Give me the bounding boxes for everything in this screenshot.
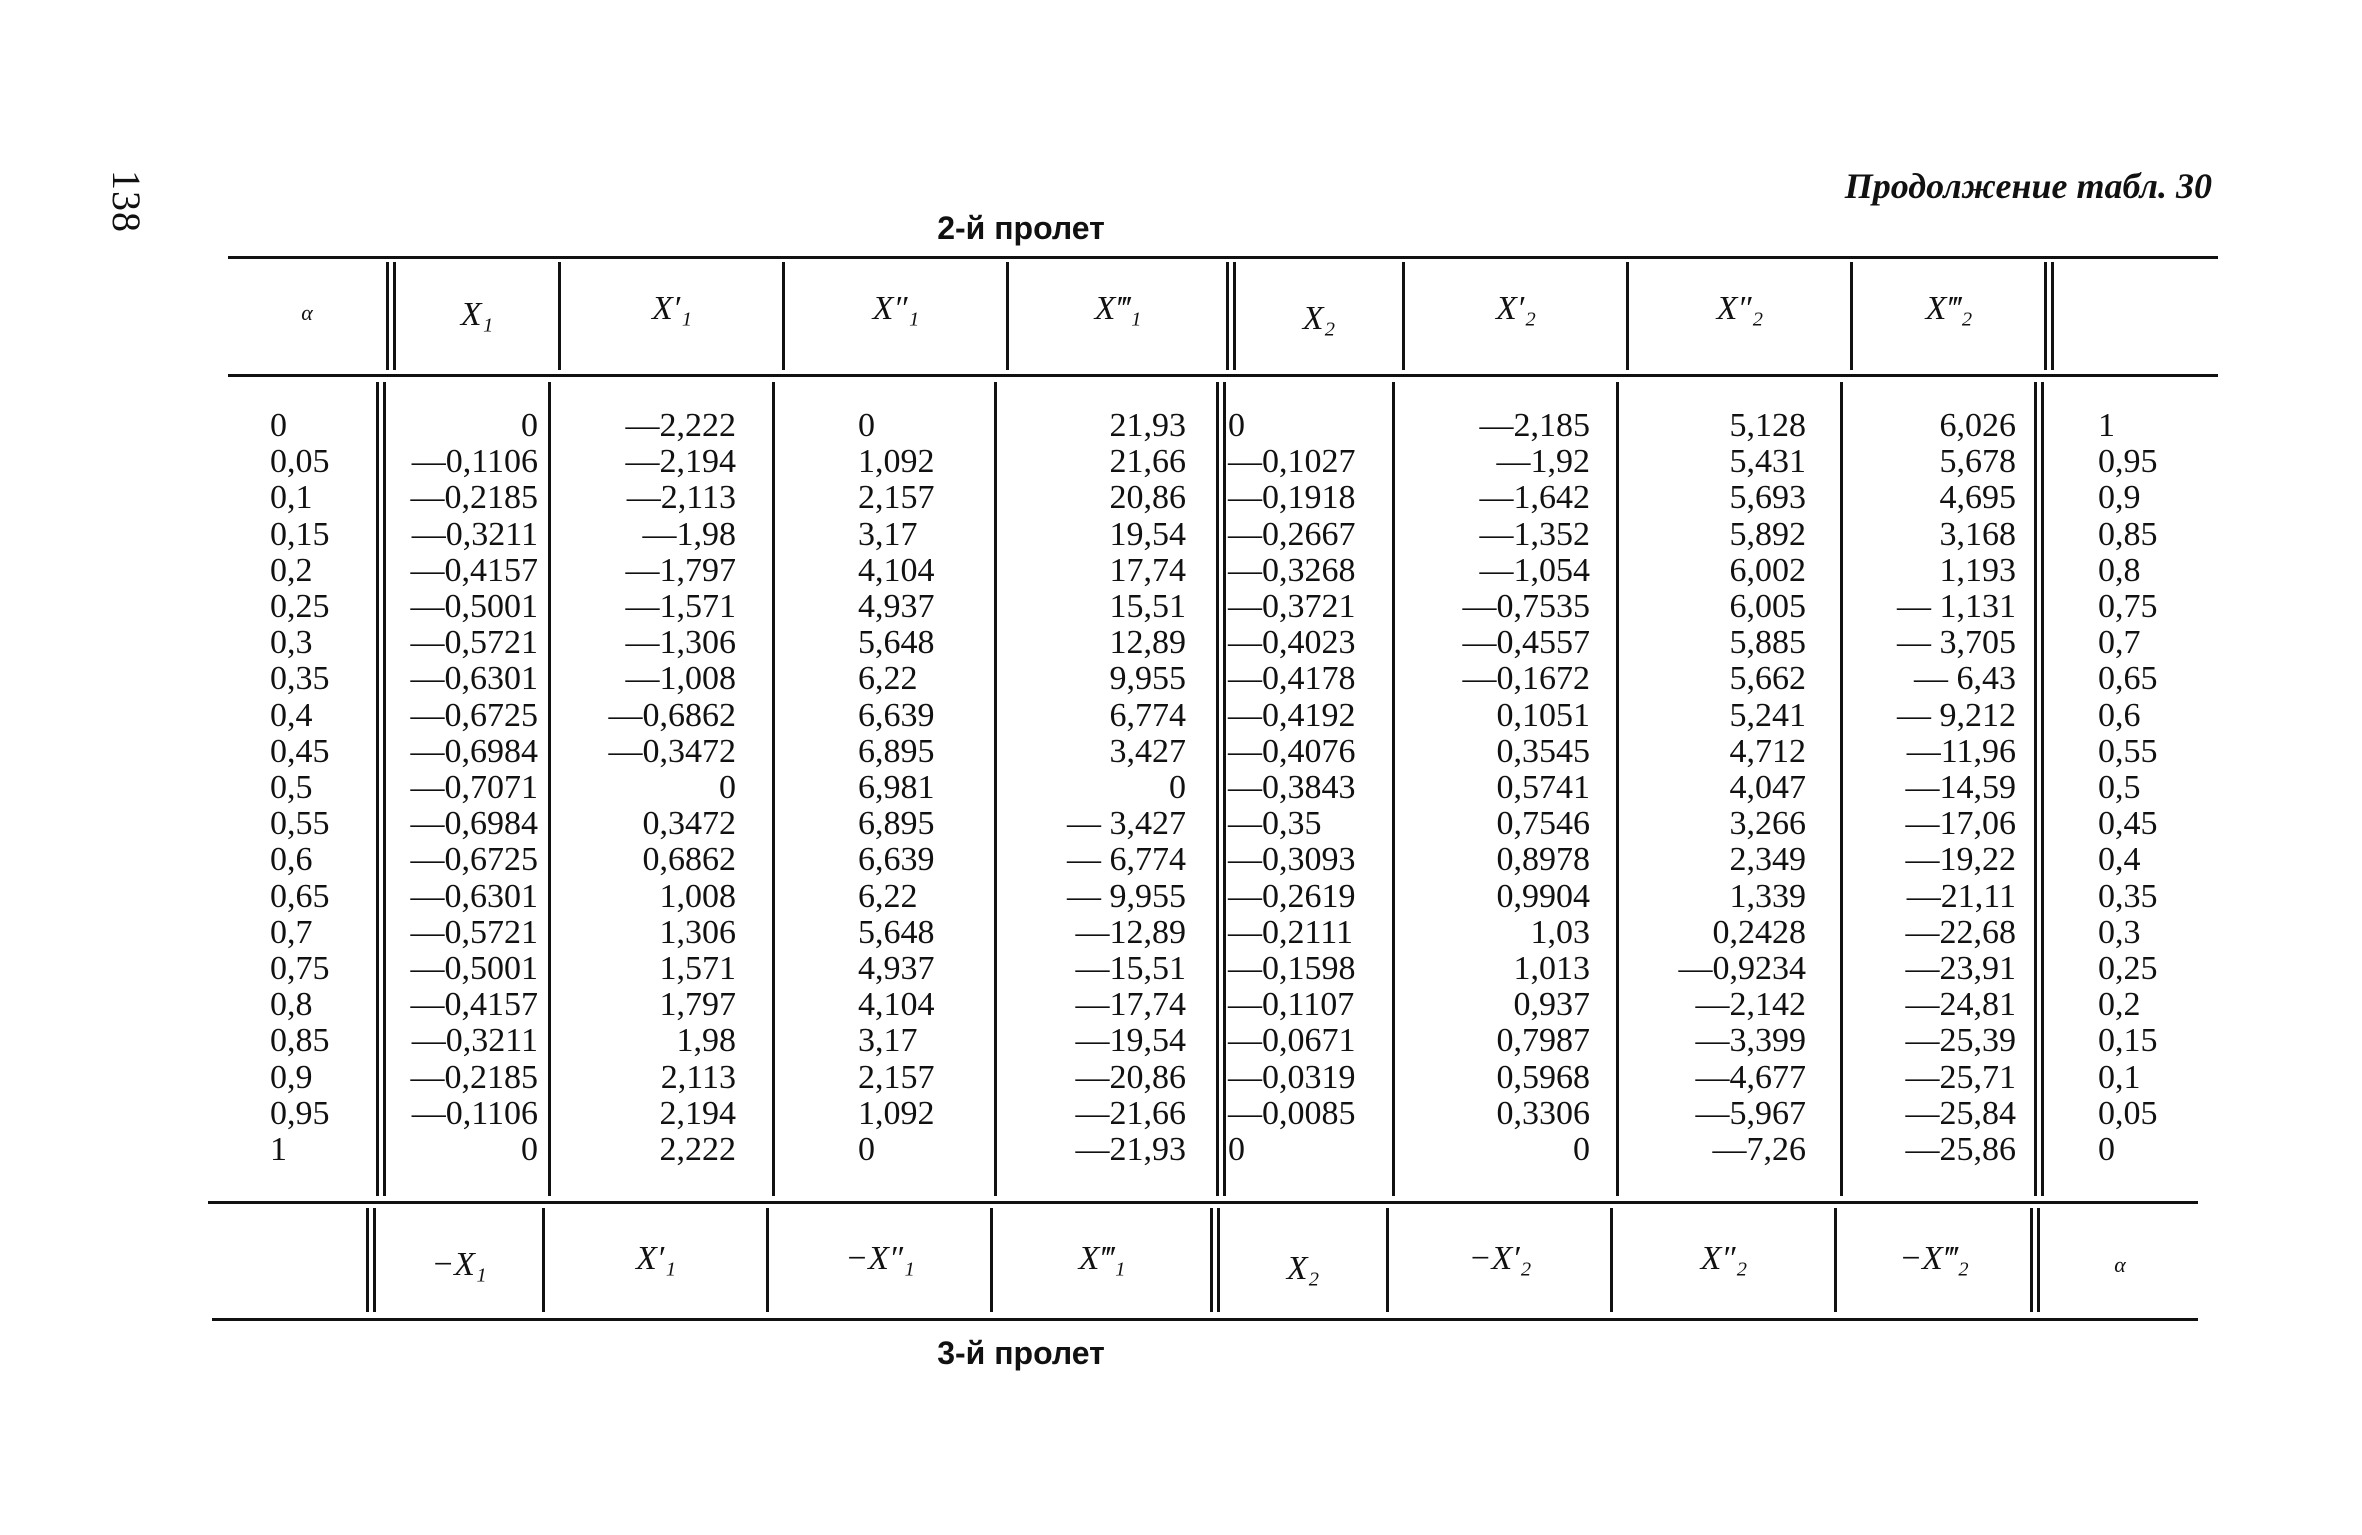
- table-cell: —0,4157: [410, 986, 538, 1024]
- header-x2-triple-prime: X‴₂: [1925, 290, 1973, 327]
- table-cell: —0,6301: [410, 877, 538, 915]
- table-cell: —0,4178: [1228, 660, 1356, 698]
- column-x1-double-prime: [858, 408, 935, 1168]
- table-cell: 1: [2098, 407, 2115, 444]
- table-cell: 0,55: [270, 805, 330, 843]
- table-cell: 5,892: [1729, 515, 1806, 553]
- body-divider: [376, 382, 379, 1196]
- table-cell: —1,98: [642, 515, 736, 553]
- table-cell: 15,51: [1109, 588, 1186, 626]
- table-cell: — 3,705: [1897, 624, 2016, 662]
- table-cell: 0,2428: [1712, 913, 1806, 951]
- table-cell: 0,5741: [1496, 769, 1590, 807]
- table-cell: 0,8978: [1496, 841, 1590, 879]
- body-bottom-rule: [208, 1201, 2198, 1204]
- table-cell: 0,8: [270, 986, 313, 1024]
- table-cell: —21,66: [1075, 1094, 1186, 1132]
- table-cell: —1,008: [625, 660, 736, 698]
- table-cell: —0,2667: [1228, 515, 1356, 553]
- table-cell: —0,2111: [1228, 913, 1353, 951]
- table-cell: —0,2185: [410, 1058, 538, 1096]
- table-cell: 0,4: [270, 696, 313, 734]
- table-cell: 1,013: [1513, 950, 1590, 988]
- table-cell: 0,7546: [1496, 805, 1590, 843]
- table-cell: 0,2: [2098, 986, 2141, 1024]
- table-cell: 0,25: [270, 588, 330, 626]
- table-cell: —23,91: [1905, 950, 2016, 988]
- top-span-title: 2-й пролет: [937, 210, 1105, 246]
- table-cell: 6,895: [858, 732, 935, 770]
- table-cell: 1: [270, 1131, 287, 1169]
- table-cell: —0,1918: [1228, 479, 1356, 517]
- table-cell: —0,3472: [608, 732, 736, 770]
- header-x1: X₁: [460, 296, 494, 333]
- header-x2-prime: X′₂: [1495, 290, 1537, 327]
- table-cell: —3,399: [1695, 1022, 1806, 1060]
- table-cell: —2,222: [625, 407, 736, 444]
- table-cell: 0,937: [1513, 986, 1590, 1024]
- footer-bottom-rule: [212, 1318, 2198, 1321]
- table-cell: 1,571: [659, 950, 736, 988]
- table-cell: 0,5: [270, 769, 313, 807]
- table-cell: 0,75: [2098, 588, 2158, 626]
- table-cell: 0,95: [2098, 443, 2158, 481]
- footer-header-x1: −X₁: [431, 1246, 487, 1283]
- body-divider: [1840, 382, 1843, 1196]
- body-divider: [1216, 382, 1219, 1196]
- table-cell: —4,677: [1695, 1058, 1806, 1096]
- table-cell: —14,59: [1905, 769, 2016, 807]
- table-cell: — 9,212: [1897, 696, 2016, 734]
- table-cell: 0,35: [270, 660, 330, 698]
- column-x1-prime: [560, 408, 736, 1168]
- table-cell: —0,5001: [410, 588, 538, 626]
- body-divider: [2034, 382, 2037, 1196]
- bottom-span-title: 3-й пролет: [937, 1335, 1105, 1371]
- table-cell: —20,86: [1075, 1058, 1186, 1096]
- footer-divider: [542, 1208, 545, 1312]
- footer-header-x1-double-prime: −X″₁: [845, 1240, 915, 1277]
- table-cell: 20,86: [1109, 479, 1186, 517]
- table-cell: 0: [270, 407, 287, 444]
- table-cell: 5,678: [1939, 443, 2016, 481]
- header-divider: [1226, 262, 1229, 370]
- table-cell: —0,3211: [411, 515, 538, 553]
- table-cell: —0,7535: [1462, 588, 1590, 626]
- table-cell: 4,047: [1729, 769, 1806, 807]
- table-cell: —25,39: [1905, 1022, 2016, 1060]
- header-bottom-rule: [228, 374, 2218, 377]
- column-x2-triple-prime: [1844, 408, 2016, 1168]
- column-x2: [1228, 408, 1356, 1168]
- table-cell: 1,03: [1530, 913, 1590, 951]
- table-cell: —22,68: [1905, 913, 2016, 951]
- table-cell: —0,3093: [1228, 841, 1356, 879]
- table-cell: 4,104: [858, 986, 935, 1024]
- table-cell: 1,797: [659, 986, 736, 1024]
- table-continuation-caption: Продолжение табл. 30: [1844, 166, 2212, 206]
- table-cell: 3,427: [1109, 732, 1186, 770]
- table-cell: 2,157: [858, 479, 935, 517]
- table-cell: 0: [521, 1131, 538, 1169]
- table-cell: 4,712: [1729, 732, 1806, 770]
- table-cell: 0: [719, 769, 736, 807]
- footer-divider: [1210, 1208, 1213, 1312]
- table-cell: —12,89: [1075, 913, 1186, 951]
- table-cell: 4,104: [858, 551, 935, 589]
- table-cell: 3,17: [858, 1022, 918, 1060]
- table-cell: —2,142: [1695, 986, 1806, 1024]
- table-cell: 6,002: [1729, 551, 1806, 589]
- table-cell: —0,4557: [1462, 624, 1590, 662]
- table-cell: 0: [1573, 1131, 1590, 1169]
- table-cell: 1,306: [659, 913, 736, 951]
- table-cell: 0: [858, 1131, 875, 1169]
- table-cell: 0,05: [2098, 1094, 2158, 1132]
- footer-header-x2-double-prime: X″₂: [1700, 1240, 1748, 1277]
- table-cell: 0,6: [270, 841, 313, 879]
- table-cell: —2,113: [626, 479, 736, 517]
- header-divider: [782, 262, 785, 370]
- header-x1-prime: X′₁: [651, 290, 693, 327]
- table-cell: 0,7: [270, 913, 313, 951]
- table-cell: 0,9: [270, 1058, 313, 1096]
- table-cell: 2,113: [660, 1058, 736, 1096]
- table-cell: —0,0319: [1228, 1058, 1356, 1096]
- table-cell: —0,5721: [410, 913, 538, 951]
- table-cell: — 6,43: [1914, 660, 2016, 698]
- table-cell: —5,967: [1695, 1094, 1806, 1132]
- table-cell: —25,84: [1905, 1094, 2016, 1132]
- table-cell: 0,95: [270, 1094, 330, 1132]
- table-cell: —0,4157: [410, 551, 538, 589]
- header-x2-double-prime: X″₂: [1716, 290, 1764, 327]
- table-cell: — 9,955: [1067, 877, 1186, 915]
- table-cell: —1,797: [625, 551, 736, 589]
- table-cell: —0,1106: [411, 1094, 538, 1132]
- header-divider: [2044, 262, 2047, 370]
- body-divider: [772, 382, 775, 1196]
- table-cell: 0: [1228, 1131, 1245, 1169]
- footer-divider: [1610, 1208, 1613, 1312]
- table-cell: 21,93: [1109, 407, 1186, 444]
- table-cell: 0,8: [2098, 551, 2141, 589]
- table-cell: —0,4076: [1228, 732, 1356, 770]
- table-cell: 0: [858, 407, 875, 444]
- table-cell: —0,1107: [1228, 986, 1355, 1024]
- table-cell: 6,005: [1729, 588, 1806, 626]
- table-cell: —0,5001: [410, 950, 538, 988]
- table-cell: 0,1: [270, 479, 313, 517]
- table-cell: 0,75: [270, 950, 330, 988]
- table-cell: 1,092: [858, 443, 935, 481]
- table-cell: 6,22: [858, 877, 918, 915]
- footer-divider: [990, 1208, 993, 1312]
- table-cell: 0,55: [2098, 732, 2158, 770]
- table-cell: —19,22: [1905, 841, 2016, 879]
- table-cell: —0,3268: [1228, 551, 1356, 589]
- table-cell: —0,3721: [1228, 588, 1356, 626]
- table-cell: 0,1051: [1496, 696, 1590, 734]
- table-cell: —19,54: [1075, 1022, 1186, 1060]
- header-alpha: α: [301, 300, 313, 325]
- table-cell: 0,3306: [1496, 1094, 1590, 1132]
- table-cell: 0,1: [2098, 1058, 2141, 1096]
- table-cell: —0,2185: [410, 479, 538, 517]
- column-x1: [380, 408, 538, 1168]
- table-cell: —0,1106: [411, 443, 538, 481]
- table-cell: 0,9904: [1496, 877, 1590, 915]
- table-cell: —0,0671: [1228, 1022, 1356, 1060]
- table-cell: 2,157: [858, 1058, 935, 1096]
- table-cell: 4,695: [1939, 479, 2016, 517]
- table-cell: 1,193: [1939, 551, 2016, 589]
- header-x1-double-prime: X″₁: [872, 290, 920, 327]
- header-divider: [1402, 262, 1405, 370]
- table-cell: 0,7987: [1496, 1022, 1590, 1060]
- table-cell: 0,9: [2098, 479, 2141, 517]
- table-cell: 0,65: [270, 877, 330, 915]
- table-cell: —2,185: [1479, 407, 1590, 444]
- header-divider: [1626, 262, 1629, 370]
- table-cell: —0,1672: [1462, 660, 1590, 698]
- table-cell: 1,008: [659, 877, 736, 915]
- table-cell: 6,774: [1109, 696, 1186, 734]
- table-cell: 0,7: [2098, 624, 2141, 662]
- table-cell: —0,3843: [1228, 769, 1356, 807]
- table-cell: —0,3211: [411, 1022, 538, 1060]
- table-cell: —0,6984: [410, 805, 538, 843]
- table-cell: —21,93: [1075, 1131, 1186, 1169]
- table-cell: 0,25: [2098, 950, 2158, 988]
- table-cell: —0,6725: [410, 841, 538, 879]
- header-divider: [386, 262, 389, 370]
- table-cell: 5,431: [1729, 443, 1806, 481]
- table-cell: 2,194: [659, 1094, 736, 1132]
- header-divider: [1850, 262, 1853, 370]
- table-cell: 0,15: [270, 515, 330, 553]
- table-cell: 5,128: [1729, 407, 1806, 444]
- table-cell: 0: [1228, 407, 1245, 444]
- table-cell: —24,81: [1905, 986, 2016, 1024]
- top-rule: [228, 256, 2218, 259]
- table-cell: —1,054: [1479, 551, 1590, 589]
- table-cell: 3,168: [1939, 515, 2016, 553]
- table-cell: —0,2619: [1228, 877, 1356, 915]
- table-cell: 4,937: [858, 950, 935, 988]
- table-cell: 0: [1169, 769, 1186, 807]
- footer-header-x1-triple-prime: X‴₁: [1078, 1240, 1126, 1277]
- table-cell: 0,4: [2098, 841, 2141, 879]
- table-cell: 1,092: [858, 1094, 935, 1132]
- footer-divider: [1834, 1208, 1837, 1312]
- table-cell: 6,639: [858, 841, 935, 879]
- table-cell: —0,4192: [1228, 696, 1356, 734]
- footer-divider: [2030, 1208, 2033, 1312]
- footer-divider: [366, 1208, 369, 1312]
- table-cell: 0: [2098, 1131, 2115, 1169]
- table-cell: —0,6725: [410, 696, 538, 734]
- table-cell: 1,339: [1729, 877, 1806, 915]
- table-cell: —0,6301: [410, 660, 538, 698]
- table-cell: 5,648: [858, 624, 935, 662]
- table-cell: 5,693: [1729, 479, 1806, 517]
- body-divider: [1392, 382, 1395, 1196]
- table-cell: 3,266: [1729, 805, 1806, 843]
- table-cell: —1,352: [1479, 515, 1590, 553]
- column-x1-triple-prime: [1000, 408, 1186, 1168]
- table-cell: —0,6862: [608, 696, 736, 734]
- table-cell: 21,66: [1109, 443, 1186, 481]
- table-cell: 6,22: [858, 660, 918, 698]
- header-divider: [558, 262, 561, 370]
- table-cell: —15,51: [1075, 950, 1186, 988]
- table-cell: 6,639: [858, 696, 935, 734]
- table-cell: —11,96: [1906, 732, 2016, 770]
- footer-divider: [766, 1208, 769, 1312]
- table-cell: — 3,427: [1067, 805, 1186, 843]
- table-cell: 17,74: [1109, 551, 1186, 589]
- table-cell: 3,17: [858, 515, 918, 553]
- table-cell: 0,3472: [642, 805, 736, 843]
- table-cell: —7,26: [1712, 1131, 1806, 1169]
- footer-divider: [1386, 1208, 1389, 1312]
- table-cell: 0,45: [2098, 805, 2158, 843]
- table-cell: —0,7071: [410, 769, 538, 807]
- table-cell: —25,71: [1905, 1058, 2016, 1096]
- header-x2: X₂: [1302, 300, 1336, 337]
- table-cell: 0,05: [270, 443, 330, 481]
- body-divider: [994, 382, 997, 1196]
- table-cell: 6,026: [1939, 407, 2016, 444]
- table-cell: —0,6984: [410, 732, 538, 770]
- table-cell: —1,571: [625, 588, 736, 626]
- table-cell: 5,648: [858, 913, 935, 951]
- table-cell: —17,06: [1905, 805, 2016, 843]
- column-alpha-reverse: [2098, 408, 2158, 1168]
- footer-header-alpha: α: [2114, 1252, 2126, 1277]
- footer-header-x2-triple-prime: −X‴₂: [1899, 1240, 1969, 1277]
- table-cell: 2,349: [1729, 841, 1806, 879]
- table-cell: — 1,131: [1897, 588, 2016, 626]
- table-cell: — 6,774: [1067, 841, 1186, 879]
- column-alpha: [270, 408, 330, 1168]
- table-cell: 0,45: [270, 732, 330, 770]
- table-cell: 5,885: [1729, 624, 1806, 662]
- footer-header-x2: X₂: [1286, 1250, 1320, 1287]
- table-cell: 19,54: [1109, 515, 1186, 553]
- table-cell: 0,85: [2098, 515, 2158, 553]
- table-cell: —2,194: [625, 443, 736, 481]
- table-cell: 0,3545: [1496, 732, 1590, 770]
- table-cell: —21,11: [1906, 877, 2016, 915]
- column-x2-double-prime: [1620, 408, 1806, 1168]
- table-cell: 0,65: [2098, 660, 2158, 698]
- table-cell: 0,35: [2098, 877, 2158, 915]
- table-cell: 5,241: [1729, 696, 1806, 734]
- table-cell: 0,5: [2098, 769, 2141, 807]
- table-cell: 1,98: [676, 1022, 736, 1060]
- header-x1-triple-prime: X‴₁: [1094, 290, 1142, 327]
- table-cell: —0,1598: [1228, 950, 1356, 988]
- table-cell: —1,306: [625, 624, 736, 662]
- table-cell: —0,0085: [1228, 1094, 1356, 1132]
- table-cell: 0,85: [270, 1022, 330, 1060]
- footer-header-x2-prime: −X′₂: [1468, 1240, 1532, 1277]
- page-number: 138: [104, 170, 149, 233]
- table-cell: 12,89: [1109, 624, 1186, 662]
- table-cell: 0,5968: [1496, 1058, 1590, 1096]
- table-cell: —0,5721: [410, 624, 538, 662]
- table-cell: 0: [521, 407, 538, 444]
- table-cell: 0,15: [2098, 1022, 2158, 1060]
- footer-header-x1-prime: X′₁: [635, 1240, 677, 1277]
- body-divider: [548, 382, 551, 1196]
- table-cell: —0,1027: [1228, 443, 1356, 481]
- table-cell: 0,6: [2098, 696, 2141, 734]
- table-cell: 0,2: [270, 551, 313, 589]
- table-cell: —1,92: [1496, 443, 1590, 481]
- column-x2-prime: [1400, 408, 1590, 1168]
- table-cell: 0,6862: [642, 841, 736, 879]
- table-cell: —0,9234: [1678, 950, 1806, 988]
- table-cell: 5,662: [1729, 660, 1806, 698]
- table-cell: —0,35: [1228, 805, 1322, 843]
- table-cell: —25,86: [1905, 1131, 2016, 1169]
- table-cell: 6,895: [858, 805, 935, 843]
- table-cell: 0,3: [270, 624, 313, 662]
- table-cell: —1,642: [1479, 479, 1590, 517]
- table-cell: 2,222: [659, 1131, 736, 1169]
- table-cell: —17,74: [1075, 986, 1186, 1024]
- body-divider: [1616, 382, 1619, 1196]
- table-cell: —0,4023: [1228, 624, 1356, 662]
- table-cell: 9,955: [1109, 660, 1186, 698]
- table-cell: 6,981: [858, 769, 935, 807]
- header-divider: [1006, 262, 1009, 370]
- table-cell: 0,3: [2098, 913, 2141, 951]
- table-cell: 4,937: [858, 588, 935, 626]
